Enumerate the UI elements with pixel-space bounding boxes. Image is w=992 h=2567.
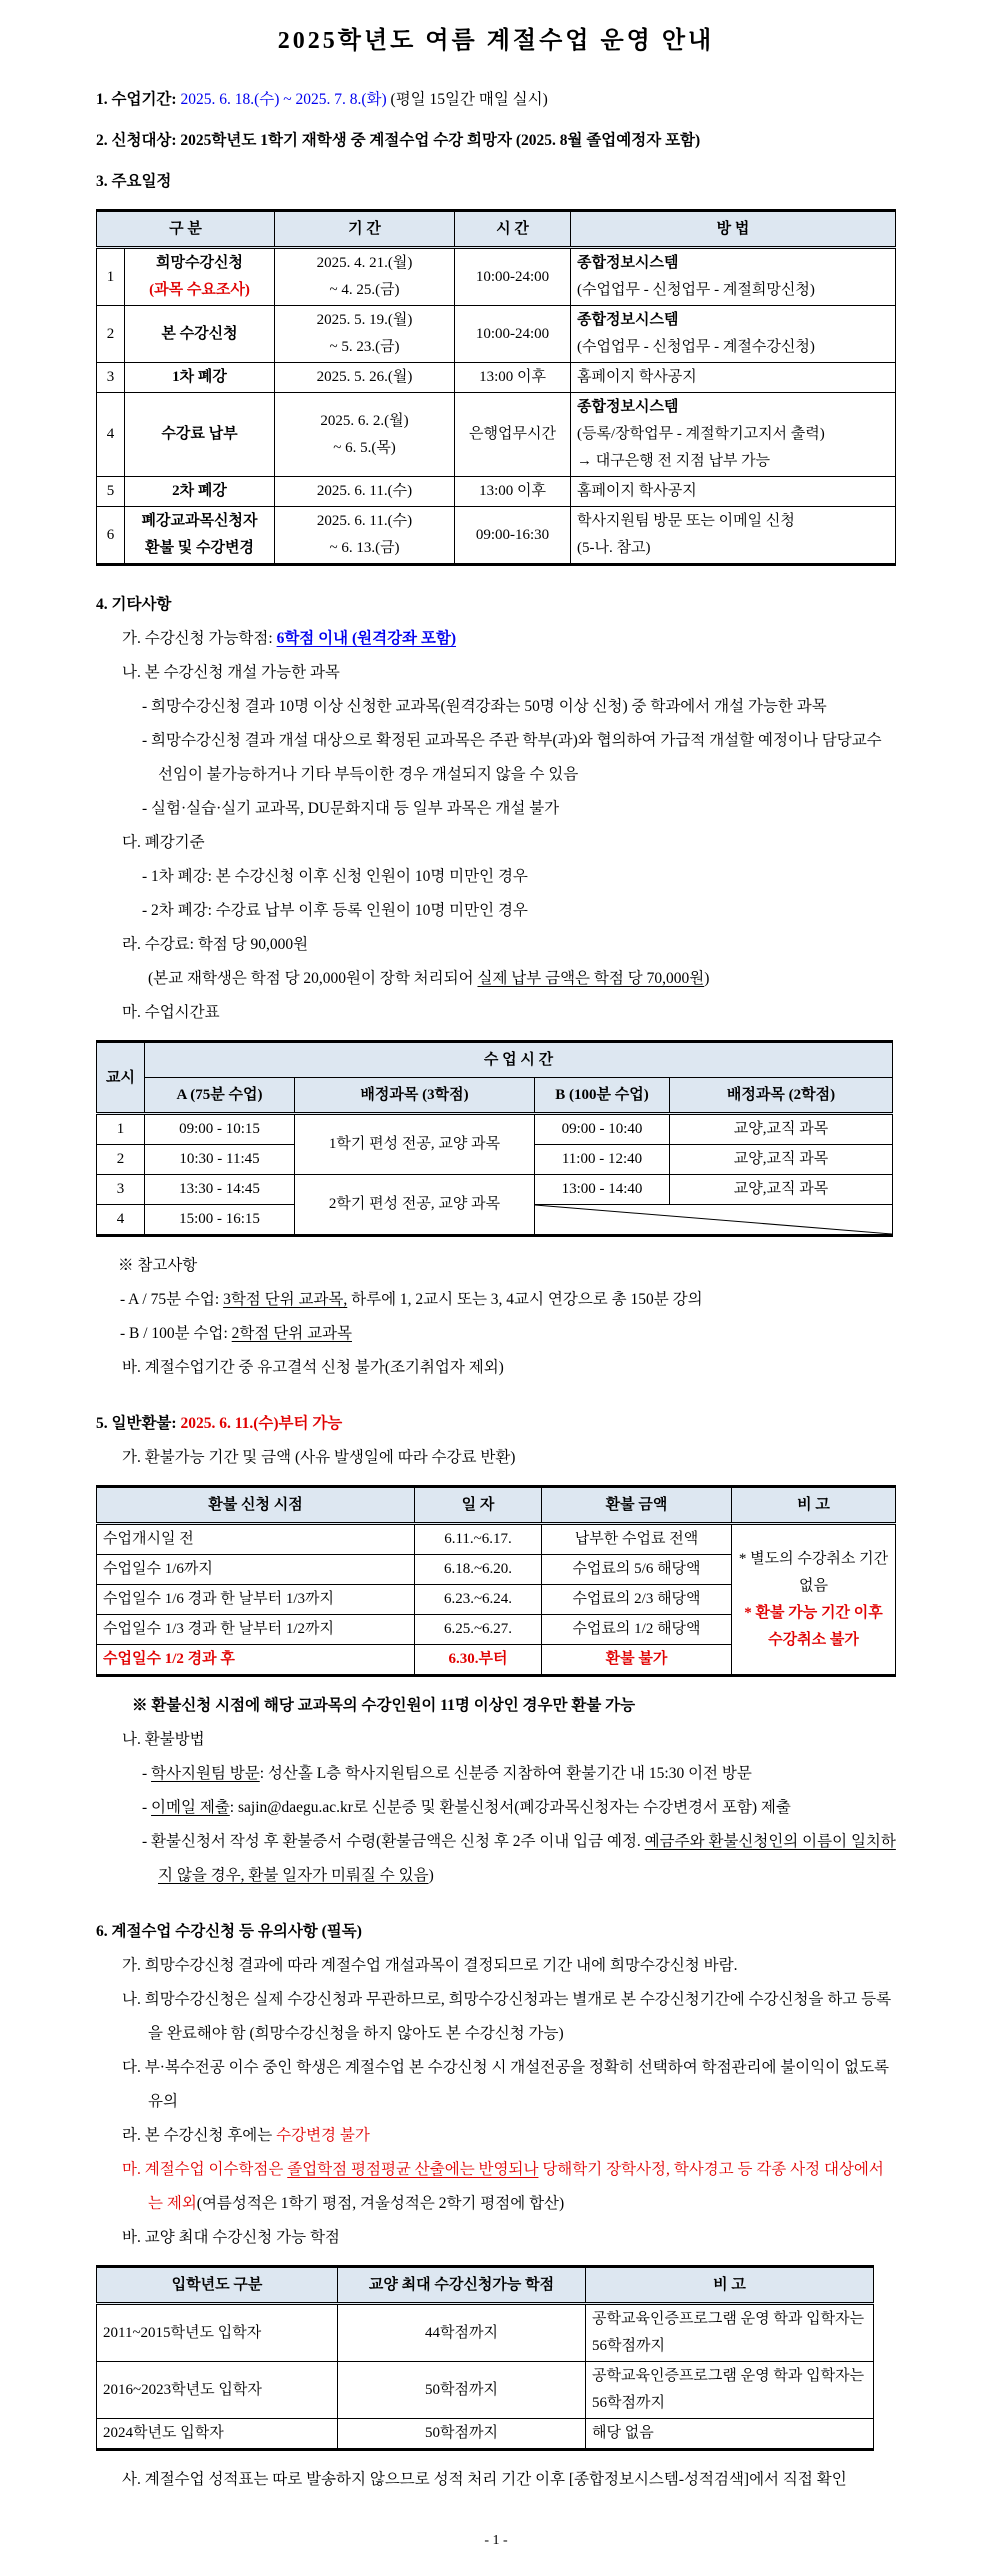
etc-na-heading: 나. 본 수강신청 개설 가능한 과목 (122, 664, 340, 681)
refund-date: 6.25.~6.27. (415, 1615, 542, 1645)
etc-ra-note (96, 962, 896, 996)
refund-label: 5. 일반환불: (96, 1415, 181, 1432)
row-time: 13:00 이후 (455, 477, 571, 507)
notice-da: 다. 부·복수전공 이수 중인 학생은 계절수업 본 수강신청 시 개설전공을 정확히 선택하여 학점관리에 불이익이 없도록 유의 (122, 2059, 890, 2110)
notice-ma-pre: 마. 계절수업 이수학점은 (122, 2161, 288, 2178)
credits-col-max: 교양 최대 수강신청가능 학점 (338, 2267, 586, 2304)
etc-ga-label: 가. 수강신청 가능학점: (122, 630, 277, 647)
period-line2: ~ 5. 23.(금) (329, 339, 400, 355)
row-category: 수강료 납부 (125, 393, 275, 477)
row-number: 2 (97, 306, 125, 363)
remarks-heading: ※ 참고사항 (118, 1257, 198, 1274)
period-number: 2 (97, 1145, 145, 1175)
etc-da-item1: - 1차 폐강: 본 수강신청 이후 신청 인원이 10명 미만인 경우 (142, 868, 528, 885)
assign-b: 교양,교직 과목 (670, 1114, 893, 1145)
period-number: 4 (97, 1205, 145, 1236)
schedule-col-method: 방 법 (571, 211, 896, 248)
timetable-corner: 교시 (97, 1042, 145, 1114)
refund-date: 6.30.부터 (415, 1645, 542, 1676)
class-period-label: 1. 수업기간: (96, 91, 181, 108)
row-method: 홈페이지 학사공지 (571, 363, 896, 393)
category-sub: 환불 및 수강변경 (145, 540, 254, 556)
refund-header-row (97, 1487, 896, 1524)
table-row (97, 2304, 874, 2362)
method-line1: 종합정보시스템 (577, 255, 679, 271)
credits-year: 2016~2023학년도 입학자 (97, 2362, 338, 2419)
time-b: 09:00 - 10:40 (535, 1114, 670, 1145)
method-line2: (수업업무 - 신청업무 - 계절희망신청) (577, 282, 815, 298)
credits-note: 해당 없음 (586, 2419, 874, 2450)
notice-ma-black: (여름성적은 1학기 평점, 겨울성적은 2학기 평점에 합산) (196, 2195, 565, 2212)
method-line3: → 대구은행 전 지점 납부 가능 (577, 453, 771, 469)
applicants-line: 2. 신청대상: 2025학년도 1학기 재학생 중 계절수업 수강 희망자 (2025. 8월 졸업예정자 포함) (96, 132, 701, 149)
notice-ma-underline: 졸업학점 평점평균 산출에는 반영되나 (287, 2161, 539, 2178)
credits-max: 50학점까지 (338, 2362, 586, 2419)
period-line1: 2025. 5. 19.(월) (316, 312, 413, 328)
visit-underline: 학사지원팀 방문 (151, 1765, 260, 1782)
row-period (275, 248, 455, 306)
etc-ra-note-underline: 실제 납부 금액은 학점 당 70,000원 (477, 970, 705, 987)
etc-ra-note-pre: (본교 재학생은 학점 당 20,000원이 장학 처리되어 (148, 970, 478, 987)
notice-ra-red: 수강변경 불가 (276, 2127, 370, 2144)
period-line1: 2025. 6. 11.(수) (316, 513, 413, 529)
table-row (97, 1114, 893, 1145)
schedule-col-category: 구 분 (97, 211, 275, 248)
notice-ba-heading: 바. 교양 최대 수강신청 가능 학점 (122, 2229, 340, 2246)
etc-ra-heading: 라. 수강료: 학점 당 90,000원 (122, 936, 309, 953)
assign-b: 교양,교직 과목 (670, 1145, 893, 1175)
refund-method-item1 (96, 1757, 896, 1791)
notice-ra (96, 2119, 896, 2153)
credits-max: 50학점까지 (338, 2419, 586, 2450)
credits-header-row (97, 2267, 874, 2304)
row-number: 1 (97, 248, 125, 306)
visit-rest: : 성산홀 L층 학사지원팀으로 신분증 지참하여 환불기간 내 15:30 이전 방문 (259, 1765, 752, 1782)
diagonal-line (535, 1205, 892, 1234)
etc-da-item2: - 2차 폐강: 수강료 납부 이후 등록 인원이 10명 미만인 경우 (142, 902, 528, 919)
assign-sem2: 2학기 편성 전공, 교양 과목 (295, 1175, 535, 1236)
notice-sa: 사. 계절수업 성적표는 따로 발송하지 않으므로 성적 처리 기간 이후 [종합정보시스템-성적검색]에서 직접 확인 (122, 2471, 847, 2488)
row-method (571, 507, 896, 565)
refund-method-item3 (96, 1825, 896, 1893)
etc-da-heading: 다. 폐강기준 (122, 834, 205, 851)
dash: - (142, 1765, 152, 1782)
row-method (571, 248, 896, 306)
page-title: 2025학년도 여름 계절수업 운영 안내 (277, 28, 715, 54)
refund-amount: 수업료의 5/6 해당액 (542, 1555, 732, 1585)
timetable-col-assign2: 배정과목 (2학점) (670, 1078, 893, 1114)
refund-point: 수업개시일 전 (97, 1524, 415, 1555)
refund-star-note: ※ 환불신청 시점에 해당 교과목의 수강인원이 11명 이상인 경우만 환불 가능 (132, 1697, 636, 1714)
refund-col-date: 일 자 (415, 1487, 542, 1524)
method-line1: 종합정보시스템 (577, 399, 679, 415)
class-period-dates: 2025. 6. 18.(수) ~ 2025. 7. 8.(화) (180, 91, 387, 108)
row-category (125, 507, 275, 565)
notice-na: 나. 희망수강신청은 실제 수강신청과 무관하므로, 희망수강신청과는 별개로 본 수강신청기간에 수강신청을 하고 등록을 완료해야 함 (희망수강신청을 하지 않아도 본 수강신청 가능) (122, 1991, 892, 2042)
timetable-col-assign3: 배정과목 (3학점) (295, 1078, 535, 1114)
notice-ra-pre: 라. 본 수강신청 후에는 (122, 2127, 277, 2144)
refund-note-black: * 별도의 수강취소 기간 없음 (738, 1550, 889, 1594)
category-sub: (과목 수요조사) (149, 282, 250, 298)
etc-heading: 4. 기타사항 (96, 596, 172, 613)
period-number: 1 (97, 1114, 145, 1145)
timetable-span-header: 수 업 시 간 (145, 1042, 893, 1078)
receipt-underline: 예금주와 환불신청인의 이름이 일치하지 않을 경우, 환불 일자가 미뤄질 수 있음 (158, 1833, 896, 1884)
refund-method-item2 (96, 1791, 896, 1825)
refund-point: 수업일수 1/6까지 (97, 1555, 415, 1585)
etc-ra-note-post: ) (704, 970, 710, 987)
etc-na-item1: - 희망수강신청 결과 10명 이상 신청한 교과목(원격강좌는 50명 이상 신청) 중 학과에서 개설 가능한 과목 (142, 698, 827, 715)
refund-note-cell (732, 1524, 896, 1676)
remarks-b-pre: - B / 100분 수업: (120, 1325, 232, 1342)
table-row (97, 393, 896, 477)
row-number: 4 (97, 393, 125, 477)
page-number: - 1 - (484, 2533, 508, 2548)
row-category (125, 248, 275, 306)
refund-amount: 납부한 수업료 전액 (542, 1524, 732, 1555)
row-number: 5 (97, 477, 125, 507)
timetable-col-b: B (100분 수업) (535, 1078, 670, 1114)
method-line2: (5-나. 참고) (577, 540, 651, 556)
class-period-line (96, 83, 896, 117)
remarks-a-post: 하루에 1, 2교시 또는 3, 4교시 연강으로 총 150분 강의 (347, 1291, 703, 1308)
refund-date: 6.11.~6.17. (415, 1524, 542, 1555)
etc-ba-heading: 바. 계절수업기간 중 유고결석 신청 불가(조기취업자 제외) (122, 1359, 504, 1376)
merged-empty-cell (535, 1205, 893, 1236)
remarks-b-underline: 2학점 단위 교과목 (231, 1325, 352, 1342)
credits-col-year: 입학년도 구분 (97, 2267, 338, 2304)
table-row (97, 306, 896, 363)
refund-method-heading: 나. 환불방법 (122, 1731, 205, 1748)
method-line1: 종합정보시스템 (577, 312, 679, 328)
credits-note: 공학교육인증프로그램 운영 학과 입학자는 56학점까지 (586, 2304, 874, 2362)
remarks-a-pre: - A / 75분 수업: (120, 1291, 224, 1308)
row-method (571, 393, 896, 477)
timetable-col-a: A (75분 수업) (145, 1078, 295, 1114)
notice-ma-post: 당해학기 장학사정, 학사경고 등 각종 사정 대상에서는 제외 (148, 2161, 884, 2212)
row-number: 6 (97, 507, 125, 565)
row-time: 은행업무시간 (455, 393, 571, 477)
time-a: 10:30 - 11:45 (145, 1145, 295, 1175)
assign-sem1: 1학기 편성 전공, 교양 과목 (295, 1114, 535, 1175)
refund-point: 수업일수 1/3 경과 한 날부터 1/2까지 (97, 1615, 415, 1645)
schedule-table (96, 209, 896, 566)
refund-heading (96, 1407, 896, 1441)
email-rest: : sajin@daegu.ac.kr로 신분증 및 환불신청서(폐강과목신청자는 수강변경서 포함) 제출 (229, 1799, 791, 1816)
schedule-col-period: 기 간 (275, 211, 455, 248)
credits-year: 2011~2015학년도 입학자 (97, 2304, 338, 2362)
method-line1: 학사지원팀 방문 또는 이메일 신청 (577, 513, 795, 529)
etc-na-item3: - 실험·실습·실기 교과목, DU문화지대 등 일부 과목은 개설 불가 (142, 800, 560, 817)
etc-ga-line (96, 622, 896, 656)
refund-date: 6.18.~6.20. (415, 1555, 542, 1585)
refund-amount: 환불 불가 (542, 1645, 732, 1676)
timetable-header-row1 (97, 1042, 893, 1078)
remarks-a-underline: 3학점 단위 교과목, (223, 1291, 348, 1308)
assign-b: 교양,교직 과목 (670, 1175, 893, 1205)
category-main: 희망수강신청 (156, 255, 243, 271)
schedule-heading: 3. 주요일정 (96, 173, 172, 190)
table-row (97, 363, 896, 393)
refund-col-amount: 환불 금액 (542, 1487, 732, 1524)
refund-col-point: 환불 신청 시점 (97, 1487, 415, 1524)
refund-ga-heading: 가. 환불가능 기간 및 금액 (사유 발생일에 따라 수강료 반환) (122, 1449, 516, 1466)
time-a: 09:00 - 10:15 (145, 1114, 295, 1145)
receipt-pre: - 환불신청서 작성 후 환불증서 수령(환불금액은 신청 후 2주 이내 입금 예정. (142, 1833, 645, 1850)
table-row (97, 477, 896, 507)
credits-table (96, 2265, 874, 2451)
dash: - (142, 1799, 152, 1816)
table-row (97, 2362, 874, 2419)
table-row (97, 507, 896, 565)
refund-point: 수업일수 1/6 경과 한 날부터 1/3까지 (97, 1585, 415, 1615)
time-a: 15:00 - 16:15 (145, 1205, 295, 1236)
refund-date: 6.23.~6.24. (415, 1585, 542, 1615)
period-line2: ~ 6. 5.(목) (333, 439, 396, 456)
refund-amount: 수업료의 1/2 해당액 (542, 1615, 732, 1645)
row-time: 10:00-24:00 (455, 248, 571, 306)
remarks-item-a (96, 1283, 896, 1317)
schedule-col-time: 시 간 (455, 211, 571, 248)
notice-ga: 가. 희망수강신청 결과에 따라 계절수업 개설과목이 결정되므로 기간 내에 희망수강신청 바람. (122, 1957, 738, 1974)
refund-point: 수업일수 1/2 경과 후 (97, 1645, 415, 1676)
method-line2: (수업업무 - 신청업무 - 계절수강신청) (577, 339, 815, 355)
row-period: 2025. 5. 26.(월) (275, 363, 455, 393)
table-row (97, 248, 896, 306)
etc-na-item2: - 희망수강신청 결과 개설 대상으로 확정된 교과목은 주관 학부(과)와 협의하여 가급적 개설할 예정이나 담당교수 선임이 불가능하거나 기타 부득이한 경우 개설되지 않을 수 있음 (142, 732, 882, 783)
table-row (97, 1175, 893, 1205)
credits-col-note: 비 고 (586, 2267, 874, 2304)
table-row (97, 2419, 874, 2450)
row-period: 2025. 6. 11.(수) (275, 477, 455, 507)
receipt-post: ) (428, 1867, 434, 1884)
row-number: 3 (97, 363, 125, 393)
refund-table (96, 1485, 896, 1677)
row-category: 2차 폐강 (125, 477, 275, 507)
time-a: 13:30 - 14:45 (145, 1175, 295, 1205)
period-line2: ~ 6. 13.(금) (329, 540, 400, 556)
schedule-header-row (97, 211, 896, 248)
row-method (571, 306, 896, 363)
row-category: 1차 폐강 (125, 363, 275, 393)
email-underline: 이메일 제출 (151, 1799, 230, 1816)
row-time: 09:00-16:30 (455, 507, 571, 565)
period-line1: 2025. 6. 2.(월) (320, 412, 409, 429)
credits-year: 2024학년도 입학자 (97, 2419, 338, 2450)
etc-ga-credit-limit: 6학점 이내 (원격강좌 포함) (276, 630, 457, 647)
row-period (275, 306, 455, 363)
refund-amount: 수업료의 2/3 해당액 (542, 1585, 732, 1615)
row-period (275, 393, 455, 477)
period-number: 3 (97, 1175, 145, 1205)
row-time: 10:00-24:00 (455, 306, 571, 363)
etc-ma-heading: 마. 수업시간표 (122, 1004, 220, 1021)
time-b: 11:00 - 12:40 (535, 1145, 670, 1175)
notice-heading: 6. 계절수업 수강신청 등 유의사항 (필독) (96, 1923, 362, 1940)
method-line2: (등록/장학업무 - 계절학기고지서 출력) (577, 426, 825, 442)
refund-note-red: * 환불 가능 기간 이후 수강취소 불가 (744, 1604, 883, 1648)
row-category: 본 수강신청 (125, 306, 275, 363)
refund-col-note: 비 고 (732, 1487, 896, 1524)
row-period (275, 507, 455, 565)
remarks-item-b (96, 1317, 896, 1351)
table-row (97, 1524, 896, 1555)
credits-max: 44학점까지 (338, 2304, 586, 2362)
refund-start-date: 2025. 6. 11.(수)부터 가능 (180, 1415, 343, 1432)
timetable-header-row2 (97, 1078, 893, 1114)
class-period-note: (평일 15일간 매일 실시) (386, 91, 548, 108)
period-line2: ~ 4. 25.(금) (329, 282, 400, 298)
timetable (96, 1040, 893, 1237)
notice-ma (96, 2153, 896, 2221)
row-method: 홈페이지 학사공지 (571, 477, 896, 507)
time-b: 13:00 - 14:40 (535, 1175, 670, 1205)
credits-note: 공학교육인증프로그램 운영 학과 입학자는 56학점까지 (586, 2362, 874, 2419)
row-time: 13:00 이후 (455, 363, 571, 393)
category-main: 폐강교과목신청자 (141, 513, 258, 529)
period-line1: 2025. 4. 21.(월) (316, 255, 413, 271)
